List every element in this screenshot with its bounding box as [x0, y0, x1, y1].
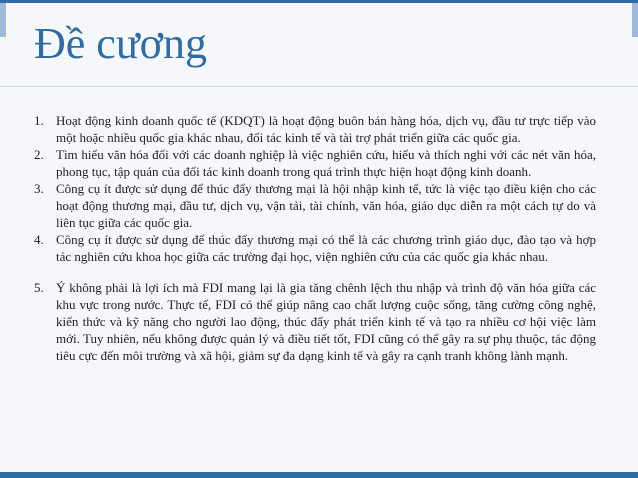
list-item — [34, 112, 596, 146]
list-item-number: 2. — [34, 147, 44, 162]
list-item-text: Ý không phải là lợi ích mà FDI mang lại là gia tăng chênh lệch thu nhập và trình độ văn hóa giữa các khu vực trong nước. Thực tế, FDI có thể giúp nâng cao chất lượng cuộc sống, tăng cường công nghệ, kiến thức và kỹ năng cho người lao động, thúc đẩy phát triển kinh tế và tạo ra nhiều cơ hội việc làm mới. Tuy nhiên, nếu không được quản lý và điều tiết tốt, FDI cũng có thể gây ra sự phụ thuộc, tác động tiêu cực đến môi trường và xã hội, giảm sự đa dạng kinh tế và gây ra cạnh tranh không lành mạnh. — [56, 280, 596, 363]
list-item-text: Hoạt động kinh doanh quốc tế (KDQT) là hoạt động buôn bán hàng hóa, dịch vụ, đầu tư trực tiếp vào một hoặc nhiều quốc gia khác nhau, đối tác kinh tế và tài trợ phát triển giữa các quốc gia. — [56, 113, 596, 145]
top-accent-bar — [0, 0, 638, 3]
right-accent-tab — [632, 3, 638, 37]
left-accent-tab — [0, 3, 6, 37]
list-item-number: 5. — [34, 280, 44, 295]
list-item — [34, 180, 596, 231]
list-item-text: Công cụ ít được sử dụng để thúc đẩy thương mại có thể là các chương trình giáo dục, đào tạo và hợp tác nghiên cứu khoa học giữa các trường đại học, viện nghiên cứu của các quốc gia khác nhau. — [56, 232, 596, 264]
outline-list — [34, 112, 596, 364]
slide-title: Đề cương — [34, 19, 207, 68]
list-item-text: Tìm hiểu văn hóa đối với các doanh nghiệp là việc nghiên cứu, hiểu và thích nghi với các nét văn hóa, phong tục, tập quán của đối tác kinh doanh trong quá trình thực hiện hoạt động kinh doanh. — [56, 147, 596, 179]
list-item — [34, 146, 596, 180]
list-item-text: Công cụ ít được sử dụng để thúc đẩy thương mại là hội nhập kinh tế, tức là việc tạo điều kiện cho các hoạt động thương mại, đầu tư, dịch vụ, vận tải, tài chính, văn hóa, giáo dục diễn ra một cách tự do và liên tục giữa các quốc gia. — [56, 181, 596, 230]
list-item — [34, 231, 596, 265]
list-item-number: 1. — [34, 113, 44, 128]
bottom-accent-bar — [0, 472, 638, 478]
list-item — [34, 279, 596, 364]
title-divider — [0, 86, 638, 87]
list-item-number: 3. — [34, 181, 44, 196]
list-item-number: 4. — [34, 232, 44, 247]
